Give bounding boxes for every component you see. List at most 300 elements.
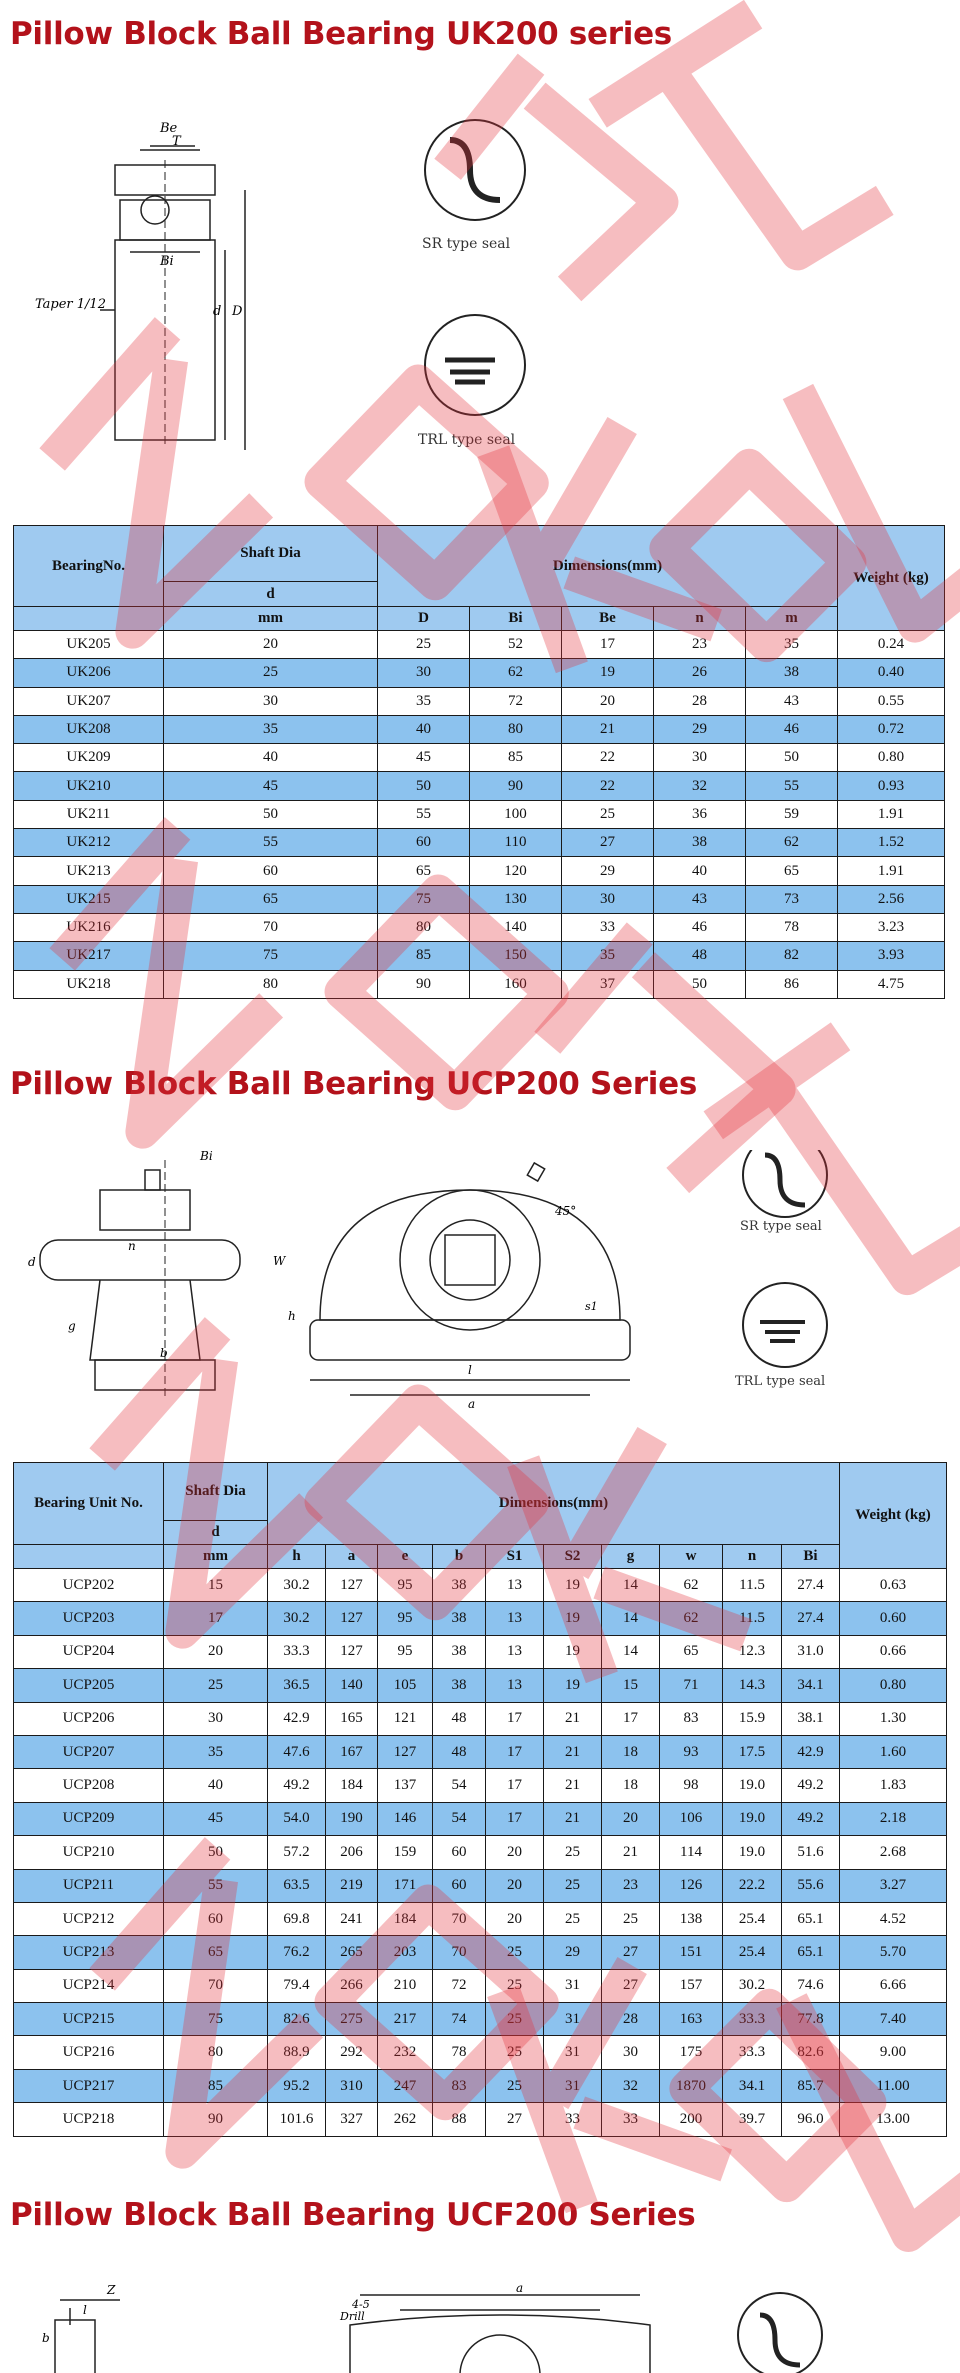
table-cell: 27.4 [782,1569,840,1602]
table-cell: 275 [326,2003,378,2036]
table-cell: 19.0 [723,1802,782,1835]
table-cell: 38 [746,659,838,687]
header-col-Be: Be [562,607,654,631]
uk-bearing-drawing [20,110,560,470]
table-cell: 0.66 [840,1635,947,1668]
table-cell: 0.72 [838,715,945,743]
table-cell: 19 [562,659,654,687]
header-d: d [164,582,378,607]
table-cell: 1.91 [838,800,945,828]
ucp-table-row [14,1969,947,2002]
table-cell: 0.63 [840,1569,947,1602]
table-cell: 25 [544,1869,602,1902]
uk-table-row [14,800,945,828]
table-cell: 1870 [660,2069,723,2102]
table-cell: 327 [326,2103,378,2136]
bearing-number-cell: UK216 [14,913,164,941]
table-cell: 28 [654,687,746,715]
header-col-h: h [268,1545,326,1569]
table-cell: 54 [433,1802,486,1835]
table-cell: 127 [326,1602,378,1635]
table-cell: 48 [654,942,746,970]
table-cell: 19.0 [723,1836,782,1869]
table-cell: 77.8 [782,2003,840,2036]
table-cell: 13 [486,1635,544,1668]
table-cell: 19 [544,1635,602,1668]
table-cell: 30.2 [268,1569,326,1602]
table-cell: 65 [378,857,470,885]
table-cell: 22 [562,772,654,800]
table-cell: 27 [486,2103,544,2136]
table-cell: 4.75 [838,970,945,998]
table-cell: 35 [164,1735,268,1768]
ucf-drill-label: Drill [340,2310,365,2323]
header-col-s2: S2 [544,1545,602,1569]
table-cell: 203 [378,1936,433,1969]
table-cell: 37 [562,970,654,998]
ucp-trl-seal-label: TRL type seal [735,1374,826,1389]
table-cell: 82 [746,942,838,970]
bearing-number-cell: UK213 [14,857,164,885]
table-cell: 40 [378,715,470,743]
table-cell: 50 [654,970,746,998]
table-cell: 20 [486,1836,544,1869]
table-cell: 110 [470,829,562,857]
table-cell: 20 [164,631,378,659]
ucp-table-row [14,1569,947,1602]
table-cell: 42.9 [268,1702,326,1735]
table-cell: 20 [486,1869,544,1902]
table-cell: 171 [378,1869,433,1902]
table-cell: 163 [660,2003,723,2036]
bearing-number-cell: UCP204 [14,1635,164,1668]
table-cell: 78 [433,2036,486,2069]
bearing-number-cell: UCP207 [14,1735,164,1768]
table-cell: 21 [544,1802,602,1835]
table-cell: 27 [562,829,654,857]
table-cell: 19.0 [723,1769,782,1802]
table-cell: 30 [562,885,654,913]
table-cell: 0.80 [838,744,945,772]
section-title-ucp200: Pillow Block Ball Bearing UCP200 Series [10,1066,697,1102]
table-cell: 25 [486,2069,544,2102]
table-cell: 36 [654,800,746,828]
table-cell: 70 [433,1936,486,1969]
table-cell: 25 [486,1969,544,2002]
bearing-number-cell: UK206 [14,659,164,687]
table-cell: 62 [660,1602,723,1635]
table-cell: 31 [544,2069,602,2102]
be-label: Be [160,121,178,136]
header-blank-2 [14,1545,164,1569]
ucp-table-row [14,1602,947,1635]
table-cell: 21 [544,1735,602,1768]
ucp-bi-label: Bi [200,1150,213,1163]
header-col-b: b [433,1545,486,1569]
table-cell: 69.8 [268,1902,326,1935]
table-cell: 12.3 [723,1635,782,1668]
table-cell: 7.40 [840,2003,947,2036]
ucp-w-label: W [273,1254,286,1268]
table-cell: 20 [602,1802,660,1835]
table-cell: 74.6 [782,1969,840,2002]
ucp-a-label: a [468,1397,476,1410]
table-cell: 100 [470,800,562,828]
ucp-housing-drawing [20,1150,840,1410]
table-cell: 33 [544,2103,602,2136]
table-cell: 25 [378,631,470,659]
table-cell: 17 [602,1702,660,1735]
table-cell: 18 [602,1769,660,1802]
table-cell: 27 [602,1936,660,1969]
table-cell: 70 [164,913,378,941]
D-label: D [232,304,243,319]
table-cell: 31 [544,2003,602,2036]
header-col-bi-2: Bi [782,1545,840,1569]
uk-table-row [14,913,945,941]
table-cell: 1.52 [838,829,945,857]
table-cell: 157 [660,1969,723,2002]
table-cell: 105 [378,1669,433,1702]
table-cell: 98 [660,1769,723,1802]
table-cell: 29 [654,715,746,743]
table-cell: 38 [654,829,746,857]
table-cell: 11.5 [723,1602,782,1635]
table-cell: 36.5 [268,1669,326,1702]
table-cell: 22 [562,744,654,772]
table-cell: 75 [164,942,378,970]
table-cell: 20 [562,687,654,715]
table-cell: 55.6 [782,1869,840,1902]
table-cell: 75 [164,2003,268,2036]
table-cell: 13 [486,1602,544,1635]
bearing-number-cell: UCP209 [14,1802,164,1835]
table-cell: 62 [470,659,562,687]
table-cell: 38.1 [782,1702,840,1735]
table-cell: 35 [746,631,838,659]
table-cell: 39.7 [723,2103,782,2136]
ucp-table-row [14,1936,947,1969]
table-cell: 80 [378,913,470,941]
table-cell: 25 [602,1902,660,1935]
table-cell: 55 [746,772,838,800]
table-cell: 40 [164,744,378,772]
table-cell: 95 [378,1602,433,1635]
table-cell: 65 [164,1936,268,1969]
section-title-ucf200: Pillow Block Ball Bearing UCF200 Series [10,2197,696,2233]
bearing-number-cell: UCP211 [14,1869,164,1902]
table-cell: 6.66 [840,1969,947,2002]
header-col-n-2: n [723,1545,782,1569]
table-cell: 29 [562,857,654,885]
table-cell: 83 [660,1702,723,1735]
ucp-table-row [14,1769,947,1802]
bearing-number-cell: UCP218 [14,2103,164,2136]
table-cell: 127 [326,1635,378,1668]
bearing-number-cell: UK210 [14,772,164,800]
table-cell: 72 [470,687,562,715]
table-cell: 65 [746,857,838,885]
uk-table-row [14,942,945,970]
table-cell: 140 [326,1669,378,1702]
bearing-number-cell: UCP203 [14,1602,164,1635]
table-cell: 292 [326,2036,378,2069]
bearing-number-cell: UK218 [14,970,164,998]
bearing-number-cell: UK211 [14,800,164,828]
table-cell: 106 [660,1802,723,1835]
table-cell: 54.0 [268,1802,326,1835]
table-cell: 27 [602,1969,660,2002]
table-cell: 30 [164,1702,268,1735]
header-col-w: w [660,1545,723,1569]
table-cell: 15 [602,1669,660,1702]
table-cell: 82.6 [268,2003,326,2036]
table-cell: 40 [164,1769,268,1802]
table-cell: 25 [562,800,654,828]
table-cell: 62 [746,829,838,857]
bearing-number-cell: UCP213 [14,1936,164,1969]
table-cell: 2.68 [840,1836,947,1869]
table-cell: 159 [378,1836,433,1869]
uk-table-row [14,772,945,800]
table-cell: 46 [654,913,746,941]
table-cell: 33 [562,913,654,941]
uk-table-row [14,885,945,913]
table-cell: 14 [602,1602,660,1635]
table-cell: 60 [433,1836,486,1869]
trl-seal-label: TRL type seal [418,432,516,448]
table-cell: 167 [326,1735,378,1768]
ucp-g-label: g [68,1319,76,1333]
table-cell: 65.1 [782,1936,840,1969]
table-cell: 38 [433,1602,486,1635]
t-label: T [172,134,181,149]
table-cell: 70 [164,1969,268,2002]
table-cell: 14 [602,1569,660,1602]
ucf-a-label: a [516,2281,524,2295]
bearing-number-cell: UK207 [14,687,164,715]
ucp-table-row [14,1902,947,1935]
table-cell: 114 [660,1836,723,1869]
table-cell: 120 [470,857,562,885]
table-cell: 79.4 [268,1969,326,2002]
table-cell: 38 [433,1569,486,1602]
table-cell: 57.2 [268,1836,326,1869]
header-col-a: a [326,1545,378,1569]
ucf-45-label: 4-5 [352,2298,370,2311]
table-cell: 1.60 [840,1735,947,1768]
bearing-number-cell: UK208 [14,715,164,743]
table-cell: 1.91 [838,857,945,885]
table-cell: 9.00 [840,2036,947,2069]
table-cell: 22.2 [723,1869,782,1902]
table-cell: 25 [486,1936,544,1969]
table-cell: 50 [164,1836,268,1869]
table-cell: 28 [602,2003,660,2036]
uk-table-row [14,687,945,715]
table-cell: 49.2 [782,1802,840,1835]
table-cell: 160 [470,970,562,998]
uk-table-row [14,659,945,687]
ucf-l-label: l [83,2303,87,2317]
header-shaft-dia-2: Shaft Dia [164,1463,268,1521]
ucp-table-row [14,1735,947,1768]
table-cell: 60 [164,857,378,885]
ucp-table-row [14,1802,947,1835]
header-blank [14,607,164,631]
table-cell: 65 [660,1635,723,1668]
table-cell: 11.5 [723,1569,782,1602]
table-cell: 20 [486,1902,544,1935]
table-cell: 19 [544,1669,602,1702]
header-col-g: g [602,1545,660,1569]
ucp-table-row [14,2036,947,2069]
table-cell: 26 [654,659,746,687]
table-cell: 63.5 [268,1869,326,1902]
table-cell: 31 [544,2036,602,2069]
table-cell: 4.52 [840,1902,947,1935]
uk-table-row [14,829,945,857]
table-cell: 130 [470,885,562,913]
ucf-b-label: b [42,2331,50,2345]
table-cell: 17 [486,1802,544,1835]
table-cell: 30 [602,2036,660,2069]
table-cell: 0.80 [840,1669,947,1702]
table-cell: 138 [660,1902,723,1935]
table-cell: 190 [326,1802,378,1835]
table-cell: 184 [378,1902,433,1935]
header-weight-2: Weight (kg) [840,1463,947,1569]
table-cell: 93 [660,1735,723,1768]
table-cell: 90 [164,2103,268,2136]
ucp-table-row [14,1869,947,1902]
table-cell: 75 [378,885,470,913]
table-cell: 25.4 [723,1902,782,1935]
table-cell: 232 [378,2036,433,2069]
table-cell: 3.23 [838,913,945,941]
table-cell: 90 [378,970,470,998]
header-col-n: n [654,607,746,631]
table-cell: 13 [486,1669,544,1702]
header-col-Bi: Bi [470,607,562,631]
bearing-number-cell: UCP212 [14,1902,164,1935]
ucp-n-label: n [128,1239,136,1253]
table-cell: 50 [746,744,838,772]
table-cell: 34.1 [723,2069,782,2102]
table-cell: 1.83 [840,1769,947,1802]
table-cell: 45 [164,772,378,800]
table-cell: 47.6 [268,1735,326,1768]
table-cell: 43 [654,885,746,913]
table-cell: 73 [746,885,838,913]
uk-table-row [14,857,945,885]
header-mm-2: mm [164,1545,268,1569]
table-cell: 0.24 [838,631,945,659]
table-cell: 82.6 [782,2036,840,2069]
table-cell: 13.00 [840,2103,947,2136]
table-cell: 80 [164,970,378,998]
sr-seal-label: SR type seal [422,236,511,252]
bearing-number-cell: UCP206 [14,1702,164,1735]
bearing-number-cell: UCP217 [14,2069,164,2102]
table-cell: 30 [654,744,746,772]
table-cell: 59 [746,800,838,828]
table-cell: 23 [654,631,746,659]
bearing-number-cell: UCP215 [14,2003,164,2036]
bearing-number-cell: UK217 [14,942,164,970]
table-cell: 55 [164,1869,268,1902]
table-cell: 32 [602,2069,660,2102]
table-cell: 151 [660,1936,723,1969]
table-cell: 21 [544,1702,602,1735]
table-cell: 40 [654,857,746,885]
table-cell: 13 [486,1569,544,1602]
table-cell: 55 [378,800,470,828]
table-cell: 140 [470,913,562,941]
table-cell: 54 [433,1769,486,1802]
bearing-number-cell: UCP210 [14,1836,164,1869]
ucp-d-label: d [28,1255,36,1269]
table-cell: 150 [470,942,562,970]
bearing-number-cell: UK215 [14,885,164,913]
table-cell: 14 [602,1635,660,1668]
table-cell: 184 [326,1769,378,1802]
table-cell: 45 [164,1802,268,1835]
table-cell: 33.3 [723,2036,782,2069]
table-cell: 60 [164,1902,268,1935]
table-cell: 21 [562,715,654,743]
table-cell: 30 [164,687,378,715]
ucf-z-label: Z [107,2283,116,2297]
ucp-table-row [14,2103,947,2136]
header-col-m: m [746,607,838,631]
ucp200-spec-table [13,1462,947,2137]
table-cell: 29 [544,1936,602,1969]
d-label: d [213,304,222,319]
table-cell: 17 [486,1702,544,1735]
uk-table-row [14,970,945,998]
table-cell: 11.00 [840,2069,947,2102]
uk200-spec-table [13,525,945,999]
table-cell: 18 [602,1735,660,1768]
bearing-number-cell: UK205 [14,631,164,659]
bearing-number-cell: UK212 [14,829,164,857]
table-cell: 34.1 [782,1669,840,1702]
table-cell: 265 [326,1936,378,1969]
table-cell: 219 [326,1869,378,1902]
bearing-number-cell: UCP208 [14,1769,164,1802]
table-cell: 90 [470,772,562,800]
ucp-h-label: h [288,1309,296,1323]
bearing-number-cell: UCP202 [14,1569,164,1602]
table-cell: 65 [164,885,378,913]
table-cell: 15 [164,1569,268,1602]
ucp-table-row [14,1669,947,1702]
table-cell: 5.70 [840,1936,947,1969]
table-cell: 49.2 [782,1769,840,1802]
table-cell: 33.3 [723,2003,782,2036]
header-dimensions-2: Dimensions(mm) [268,1463,840,1545]
bearing-number-cell: UCP214 [14,1969,164,2002]
table-cell: 217 [378,2003,433,2036]
table-cell: 2.18 [840,1802,947,1835]
table-cell: 31.0 [782,1635,840,1668]
table-cell: 80 [470,715,562,743]
table-cell: 95.2 [268,2069,326,2102]
table-cell: 241 [326,1902,378,1935]
table-cell: 48 [433,1702,486,1735]
header-bearing-unit-no: Bearing Unit No. [14,1463,164,1545]
